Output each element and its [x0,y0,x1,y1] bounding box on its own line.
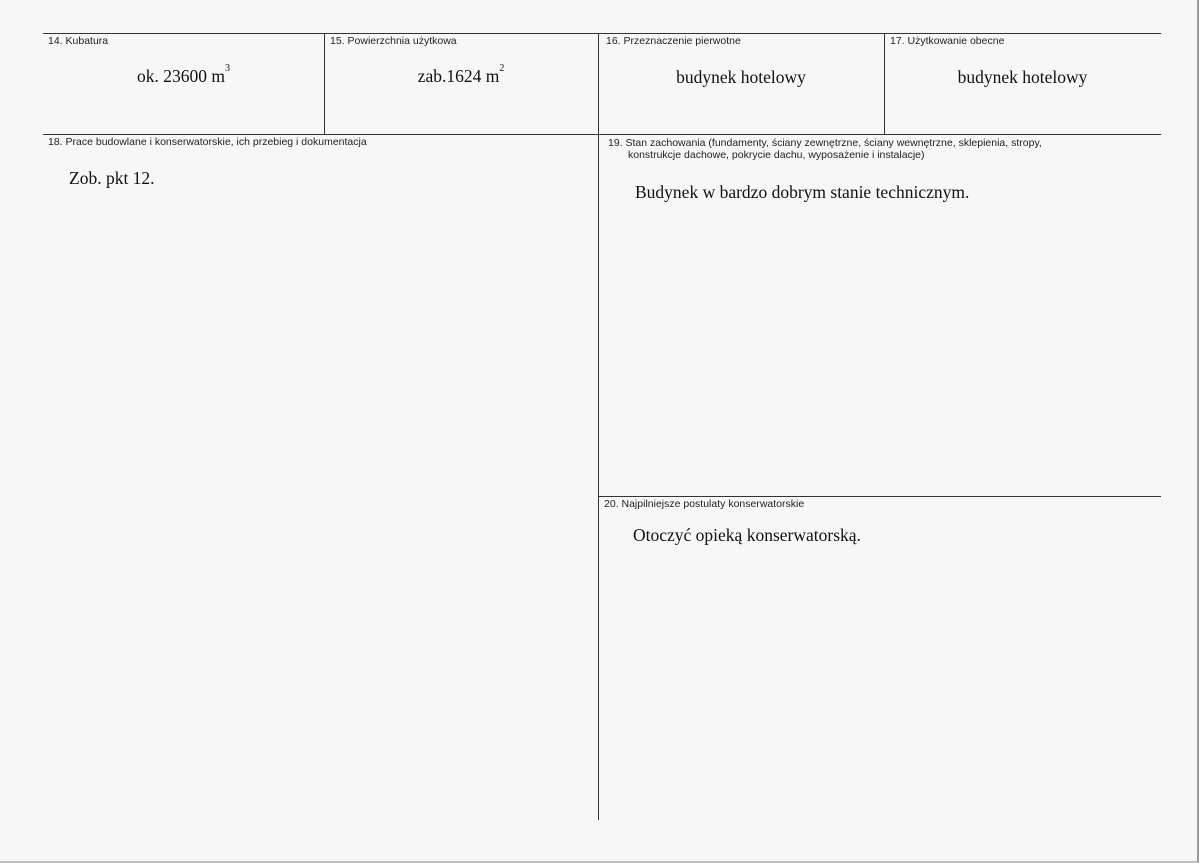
field-18-value: Zob. pkt 12. [69,168,155,188]
field-14-value [43,63,324,87]
field-14-text: ok. 23600 m [137,66,225,86]
field-19-label-line1: 19. Stan zachowania (fundamenty, ściany zewnętrzne, ściany wewnętrzne, sklepienia, stropy, [608,137,1042,149]
section-20-rule [598,496,1161,497]
field-19-label-line2: konstrukcje dachowe, pokrycie dachu, wyposażenie i instalacje) [628,149,925,161]
field-16-label: 16. Przeznaczenie pierwotne [606,35,741,47]
field-18-label: 18. Prace budowlane i konserwatorskie, ich przebieg i dokumentacja [48,136,367,148]
top-rule [43,33,1161,34]
field-15-unit-exponent: 2 [499,63,505,74]
field-15-value [324,63,598,87]
field-15-text: zab.1624 m [417,66,500,86]
field-20-value: Otoczyć opieką konserwatorską. [633,525,861,545]
field-17-value: budynek hotelowy [957,67,1088,87]
field-14-label: 14. Kubatura [48,35,109,47]
field-16-value: budynek hotelowy [676,67,806,87]
field-14-unit-exponent: 3 [225,63,230,74]
row-divider [43,134,1161,135]
field-20-label: 20. Najpilniejsze postulaty konserwatorskie [604,498,805,510]
field-15-label: 15. Powierzchnia użytkowa [330,35,457,47]
main-vertical-divider [598,33,599,820]
field-17-label: 17. Użytkowanie obecne [890,35,1005,47]
field-19-value: Budynek w bardzo dobrym stanie technicznym. [635,182,970,202]
